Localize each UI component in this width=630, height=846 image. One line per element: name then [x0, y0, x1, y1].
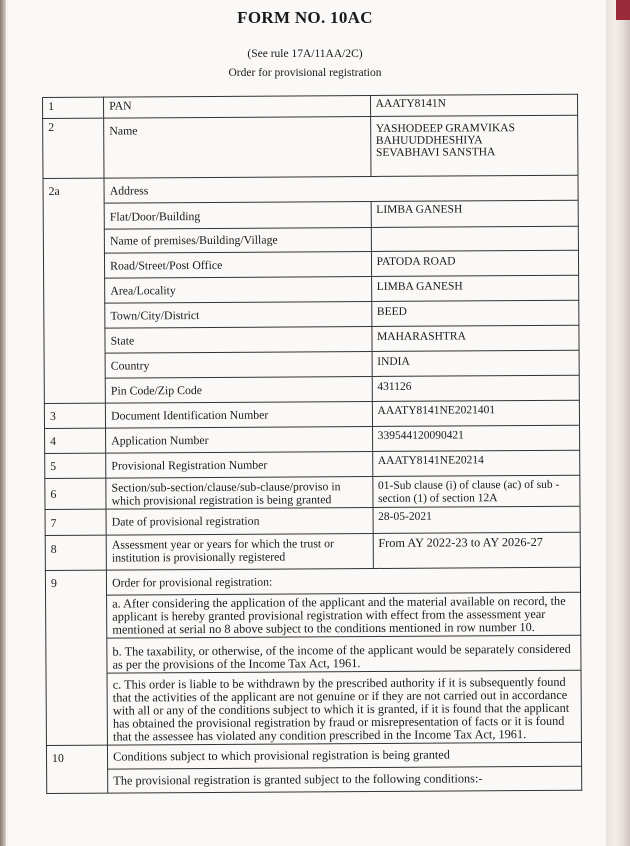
field-label: Conditions subject to which provisional registration is being granted [108, 742, 582, 769]
field-label: Area/Locality [105, 276, 372, 303]
field-value: 431126 [372, 375, 580, 401]
row-section [45, 475, 580, 509]
field-label: State [105, 326, 372, 353]
field-value: MAHARASHTRA [372, 325, 580, 351]
document-id-value: AAATY8141NE2021401 [372, 400, 580, 426]
row-number: 2 [43, 118, 104, 178]
field-label: Road/Street/Post Office [105, 251, 372, 278]
field-label: Pin Code/Zip Code [105, 376, 372, 403]
field-value: INDIA [372, 350, 580, 376]
order-paragraph-a [46, 592, 581, 638]
row-application-number [45, 425, 580, 453]
application-number-value: 339544120090421 [372, 425, 580, 451]
order-paragraph-c [46, 670, 581, 745]
row-number: 2a [43, 178, 105, 403]
pan-value: AAATY8141N [370, 94, 578, 116]
name-line: BAHUUDDHESHIYA [375, 134, 483, 147]
address-state [44, 325, 579, 353]
address-flat [43, 200, 578, 229]
field-label: Address [104, 175, 578, 203]
field-label: Order for provisional registration: [107, 567, 581, 595]
field-value: BEED [371, 300, 579, 326]
row-number: 10 [46, 745, 107, 793]
address-premises [43, 226, 578, 253]
field-value: LIMBA GANESH [371, 275, 579, 301]
rule-reference: (See rule 17A/11AA/2C) [247, 48, 363, 60]
field-label: Date of provisional registration [106, 507, 373, 535]
row-number: 7 [45, 509, 106, 535]
field-value: PATODA ROAD [371, 250, 579, 276]
row-address [43, 175, 578, 203]
field-label: Provisional Registration Number [106, 451, 373, 478]
row-number: 9 [45, 570, 107, 745]
address-town [44, 300, 579, 328]
order-paragraph: a. After considering the application of the applicant and the material available on record, the applicant is hereby granted provisional registration with effect from the assessment year mentioned at serial no 8 above subject to the conditions mentioned in row number 10. [107, 592, 581, 638]
provisional-reg-number-value: AAATY8141NE20214 [372, 450, 580, 476]
row-number: 8 [45, 535, 106, 570]
field-label: Document Identification Number [105, 401, 372, 428]
row-order [45, 567, 580, 595]
field-label: Flat/Door/Building [104, 201, 371, 229]
field-label: Application Number [106, 426, 373, 453]
address-pin [44, 375, 579, 403]
field-label: Section/sub-section/clause/sub-clause/proviso in which provisional registration is being granted [106, 476, 373, 509]
row-number: 5 [45, 453, 106, 478]
conditions-intro [47, 766, 582, 793]
assessment-years-value: From AY 2022-23 to AY 2026-27 [373, 532, 581, 568]
name-value [370, 115, 578, 176]
field-label: PAN [104, 95, 371, 118]
field-value: LIMBA GANESH [371, 200, 579, 227]
conditions-text: The provisional registration is granted subject to the following conditions:- [108, 766, 582, 793]
row-name [43, 115, 578, 178]
order-paragraph: b. The taxability, or otherwise, of the income of the applicant would be separately considered as per the provisions of the Income Tax Act, 1961. [107, 635, 581, 673]
name-line: YASHODEEP GRAMVIKAS [375, 122, 516, 135]
order-paragraph: c. This order is liable to be withdrawn by the prescribed authority if it is subsequently found that the activities of the applicant are not genuine or if they are not carried out in accordance with all or any of the conditions subject to which it is granted, if it is found that the applicant has obtained the provisional registration by fraud or misrepresentation of facts or it is found that the assessee has violated any condition prescribed in the Income Tax Act, 1961. [107, 670, 581, 745]
form-subtitle: Order for provisional registration [228, 67, 382, 79]
row-number: 3 [44, 403, 105, 428]
field-label: Assessment year or years for which the trust or institution is provisionally registered [106, 533, 373, 570]
row-document-id [44, 400, 579, 428]
field-label: Country [105, 351, 372, 378]
row-number: 6 [45, 478, 106, 509]
paper-left-edge [0, 0, 6, 846]
address-area [44, 275, 579, 303]
field-label: Name of premises/Building/Village [104, 227, 371, 253]
address-country [44, 350, 579, 378]
row-conditions [46, 742, 581, 769]
field-label: Town/City/District [105, 301, 372, 328]
section-value: 01-Sub clause (i) of clause (ac) of sub -section (1) of section 12A [372, 475, 580, 507]
row-date [45, 506, 580, 535]
row-number: 4 [45, 428, 106, 453]
form-title: FORM NO. 10AC [237, 8, 373, 27]
paper-stack-edge [606, 0, 630, 846]
field-label: Name [104, 116, 371, 178]
registration-table [42, 94, 582, 794]
order-paragraph-b [46, 635, 581, 673]
name-line: SEVABHAVI SANSTHA [375, 146, 496, 159]
binder-tab [616, 0, 630, 20]
address-road [43, 250, 578, 278]
field-value [371, 226, 579, 251]
row-number: 1 [43, 97, 104, 118]
date-value: 28-05-2021 [373, 506, 581, 533]
row-provisional-reg-number [45, 450, 580, 478]
row-assessment-years [45, 532, 580, 570]
